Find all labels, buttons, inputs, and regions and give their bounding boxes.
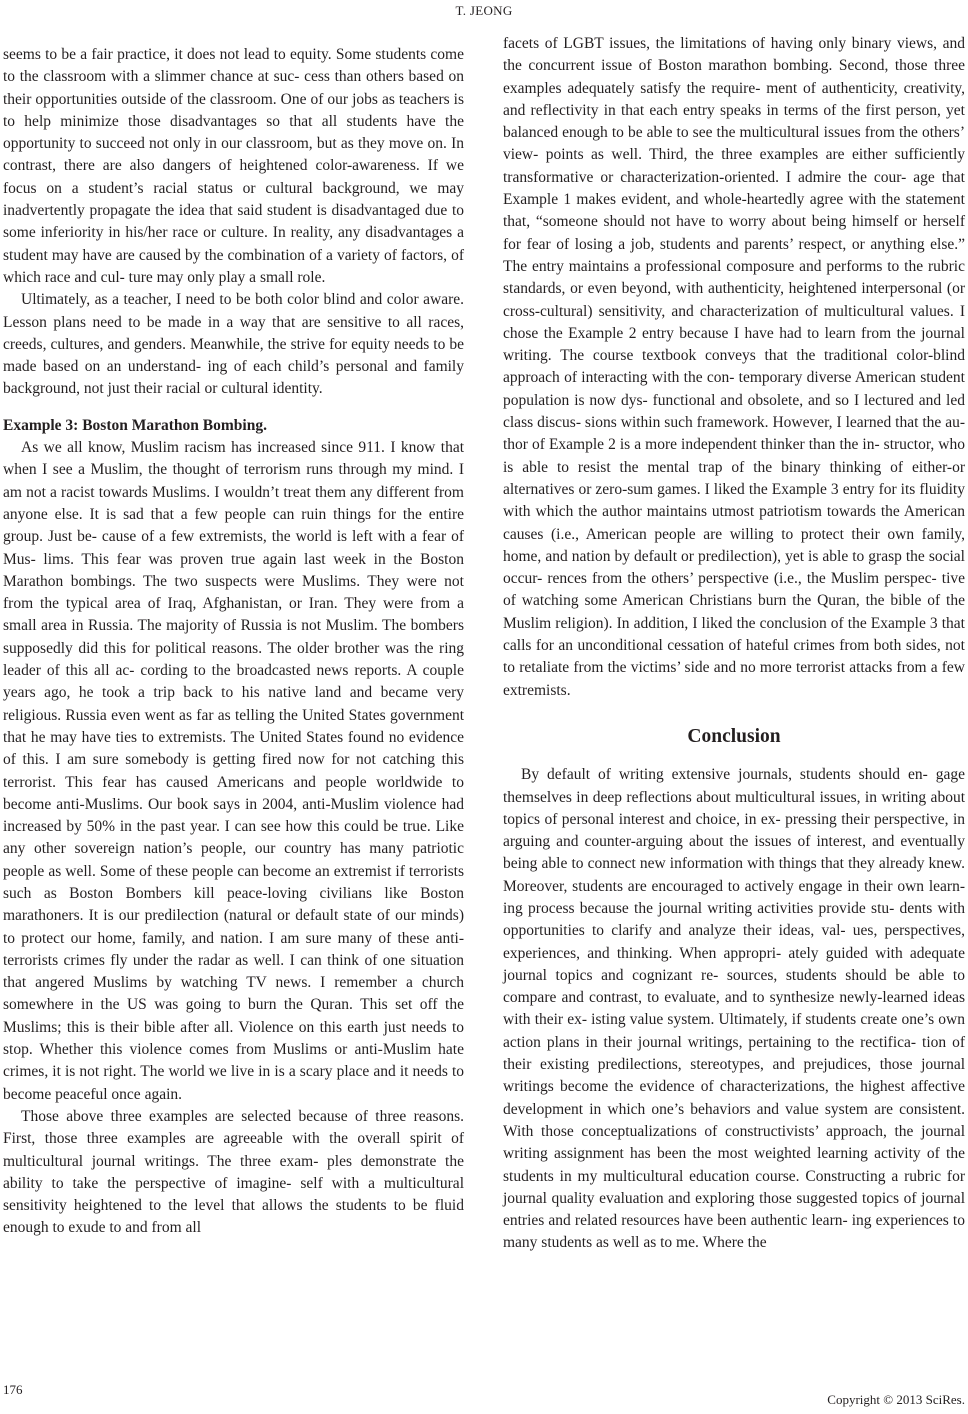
body-paragraph: As we all know, Muslim racism has increased since 911. I know that when I see a Muslim, the thought of terrorism runs through my mind. I am not a racist towards Muslims. I wouldn’t treat them any different from anyone else. It is sad that a few people can ruin things for the entire group. Just be- cause of a few extremists, the world is left with a fear of Mus- lims. This fear was proven true again last week in the Boston Marathon bombings. The two suspects were Muslims. They were not from the typical area of Iraq, Afghanistan, or Iran. They were from a small area in Russia. The majority of Russia is not Muslim. The bombers supposedly did this for political reasons. The older brother was the ring leader of this all ac- cording to the broadcasted news reports. A couple years ago, he took a trip back to his native land and became very religious. Russia even went as far as telling the United States government that he may have ties to extremists. The United States found no evidence of this. I am sure somebody is getting fired now for not catching this terrorist. This fear has caused Americans and people worldwide to become anti-Muslims. Our book says in 2004, anti-Muslim violence had increased by 50% in the past year. I can see how this could be true. Like any other sovereign nation’s people, our country has many patriotic people as well. Some of these people can become an extremist if terrorists such as Boston Bombers kill peace-loving civilians like Boston marathoners. It is our predilection (natural or default state of our minds) to protect our home, family, and nation. I am sure many of these anti-terrorists crimes fly under the radar as well. I can think of one situation that angered Muslims by watching TV news. I remember a church somewhere in the US was going to burn the Quran. This set off the Muslims; this is their bible after all. Violence on this earth just needs to stop. Whether this violence comes from Muslims or anti-Muslim hate crimes, it is not right. The world we live in is a scary place and it needs to become peaceful once again. <box>3 439 464 1103</box>
body-paragraph: Ultimately, as a teacher, I need to be both color blind and color aware. Lesson plans need to be made in a way that are sensitive to all races, creeds, cultures, and genders. Meanwhile, the strive for equity needs to be made based on an understand- ing of each child’s personal and family background, not just their racial or cultural identity. <box>3 291 464 398</box>
running-header: T. JEONG <box>455 3 513 18</box>
body-paragraph: facets of LGBT issues, the limitations of having only binary views, and the concurrent issue of Boston marathon bombing. Second, those three examples adequately satisfy the require- ment of authenticity, creativity, and reflectivity in that each entry speaks in terms of the first person, yet balanced enough to be able to see the multicultural issues from the others’ view- points as well. Third, the three examples are either sufficiently transformative or characterization-oriented. I admire the cour- age that Example 1 makes evident, and whole-heartedly agree with the statement that, “someone should not have to worry about being himself or herself for fear of losing a job, students and parents’ respect, or anything else.” The entry maintains a professional composure and performs to the rubric standards, or even beyond, with authenticity, heightened interpersonal (or cross-cultural) sensitivity, and characterization of multicultural values. I chose the Example 2 entry because I have had to learn from the journal writing. The course textbook conveys that the traditional color-blind approach of interacting with the con- temporary diverse American student population is now dys- functional and obsolete, and so I lectured and led class discus- sions within such framework. However, I learned that the au- thor of Example 2 is a more independent thinker than the in- structor, who is able to resist the mental trap of the binary thinking of either-or alternatives or zero-sum games. I liked the Example 3 entry for its fluidity with which the author maintains utmost patriotism towards the American causes (i.e., American people are willing to protect their own family, home, and nation by default or predilection), yet is able to grasp the social occur- rences from the others’ perspective (i.e., the Muslim perspec- tive of watching some American Christians burn the Quran, the bible of the Muslim religion). In addition, I liked the conclusion of the Example 3 that calls for an unconditional cessation of hateful crimes from both sides, not to retaliate from the victims’ side and no more terrorist attacks from a few extremists. <box>503 35 965 699</box>
copyright-notice: Copyright © 2013 SciRes. <box>827 1392 965 1407</box>
body-paragraph: Those above three examples are selected because of three reasons. First, those three examples are agreeable with the overall spirit of multicultural journal writings. The three exam- ples demonstrate the ability to take the perspective of imagine- self with a multicultural sensitivity heightened to the level that allows the students to be fluid enough to exude to and from all <box>3 1107 464 1237</box>
body-paragraph: seems to be a fair practice, it does not lead to equity. Some students come to the classroom with a slimmer chance at suc- cess than others based on their opportunities outside of the classroom. One of our jobs as teachers is to help minimize those disadvantages so that all students have the opportunity to succeed not only in our classroom, but as they move on. In contrast, there are also dangers of heightened color-awareness. If we focus on a student’s racial status or cultural background, we may inadvertently propagate the idea that said student is disadvantaged due to some inferiority in his/her race or culture. In reality, any disadvantages a student may have are caused by the combination of a variety of factors, of which race and cul- ture may only play a small role. <box>3 46 464 286</box>
right-column <box>503 33 965 1255</box>
page-number: 176 <box>3 1382 23 1397</box>
example-3-heading: Example 3: Boston Marathon Bombing. <box>3 416 267 434</box>
left-column <box>3 44 464 1240</box>
body-paragraph: By default of writing extensive journals, students should en- gage themselves in deep reflections about multicultural issues, in writing about topics of personal interest and choice, in ex- pressing their perspective, in arguing and counter-arguing about the issues of interest, and eventually being able to connect new information with things that they already knew. Moreover, students are encouraged to actively engage in their own learn- ing process because the journal writing activities provide stu- dents with opportunities to clarify and analyze their ideas, val- ues, perspectives, experiences, and thinking. When appropri- ately guided with adequate journal topics and cognizant re- sources, students should be able to compare and contrast, to evaluate, and to synthesize newly-learned ideas with their ex- isting value system. Ultimately, if students create one’s own action plans in their journal writings, pertaining to the rectifica- tion of their existing predilections, stereotypes, and prejudices, those journal writings become the evidence of characterizations, the highest affective development in which one’s behaviors and value system are consistent. With those conceptualizations of constructivists’ approach, the journal writing assignment has been the most weighted learning activity of the students in my multicultural education course. Constructing a rubric for journal quality evaluation and exploring those suggested topics of journal entries and related resources have been authentic learn- ing experiences to many students as well as to me. Where the <box>503 766 965 1252</box>
conclusion-heading: Conclusion <box>687 725 781 747</box>
